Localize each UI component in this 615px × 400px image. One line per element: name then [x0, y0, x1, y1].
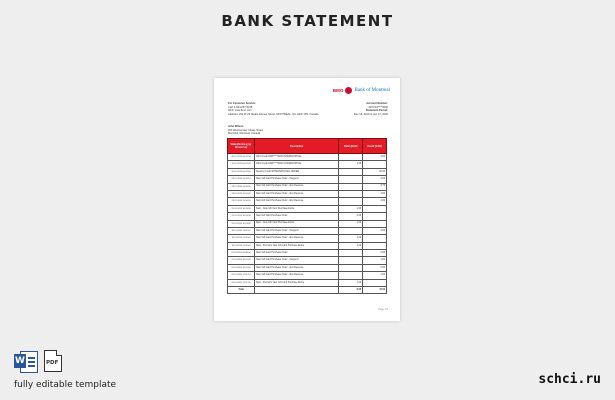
- table-row: [228, 176, 387, 183]
- holder-name: John Wilson: [228, 125, 244, 128]
- cell-credit: [363, 235, 387, 242]
- cell-credit: 1.00: [363, 257, 387, 264]
- cell-debit: [339, 176, 363, 183]
- table-row: [228, 242, 387, 249]
- cell-description: Nam Gift Card Purchase Order - Eco Revenue: [255, 183, 339, 190]
- cell-debit: [339, 227, 363, 234]
- statement-period-label: Statement Period:: [365, 109, 388, 113]
- transactions-table: [227, 138, 387, 294]
- pdf-icon: PDF: [44, 350, 62, 372]
- format-icons: [14, 350, 62, 372]
- cell-description: CRA Credit 4309*****0000 INTERNATIONAL: [255, 161, 339, 168]
- cell-date: 05.01.2020 12:11:00: [228, 272, 255, 279]
- total-credit: 47.00: [363, 287, 387, 294]
- cell-description: Nam Gift Card Purchase Order - Eco Revenue: [255, 198, 339, 205]
- cell-debit: [339, 250, 363, 257]
- total-label: Total: [228, 287, 255, 294]
- cell-description: Nam - Premium New Gift Card Purchase Entire: [255, 242, 339, 249]
- cell-debit: 1.00: [339, 220, 363, 227]
- cell-debit: [339, 198, 363, 205]
- bank-logo: [333, 87, 390, 94]
- template-caption: fully editable template: [14, 380, 117, 390]
- header-description: Description: [255, 139, 339, 154]
- cell-credit: [363, 220, 387, 227]
- cell-description: Nam Gift Card Purchase Order - Eco Revenue: [255, 190, 339, 197]
- cell-date: 29.12.2019 10:31:00: [228, 205, 255, 212]
- cell-description: Nam Gift Card Purchase Order - Eco Revenue: [255, 264, 339, 271]
- table-row: [228, 161, 387, 168]
- page-number: Page 1/1: [378, 308, 388, 311]
- cell-date: 30.12.2019 11:42:00: [228, 235, 255, 242]
- cell-debit: [339, 190, 363, 197]
- cell-date: 28.12.2019 11:54:00: [228, 176, 255, 183]
- table-row: [228, 264, 387, 271]
- cell-description: Nam Gift Card Purchase Order: [255, 213, 339, 220]
- account-info: [336, 102, 388, 116]
- cell-date: 03.01.2020 16:22:00: [228, 264, 255, 271]
- statement-document: [214, 78, 400, 321]
- cell-debit: 1.00: [339, 279, 363, 286]
- cell-credit: 4.00: [363, 198, 387, 205]
- account-number: 42XXXX****0000: [368, 105, 388, 109]
- cell-credit: 1.00: [363, 272, 387, 279]
- cell-description: CRA Credit 4309*****0000 INTERNATIONAL: [255, 154, 339, 161]
- cell-date: 30.12.2019 11:42:00: [228, 227, 255, 234]
- cell-description: Nam - Premium New Gift Card Purchase Entire: [255, 279, 339, 286]
- cell-date: 28.12.2019 11:54:00: [228, 183, 255, 190]
- cell-credit: 4.00: [363, 154, 387, 161]
- cell-debit: [339, 272, 363, 279]
- cell-credit: 2.00: [363, 264, 387, 271]
- account-holder: [228, 125, 318, 136]
- holder-city: Montreal, Montreal, Canada: [228, 132, 261, 136]
- cell-date: 30.12.2019 11:42:00: [228, 242, 255, 249]
- cell-description: Nam - New Gift Card Purchase Entire: [255, 220, 339, 227]
- cell-description: Nam Gift Card Purchase Order - Eco Revenue: [255, 235, 339, 242]
- cell-date: 03.01.2020 16:22:00: [228, 257, 255, 264]
- table-row: [228, 205, 387, 212]
- cell-debit: [339, 154, 363, 161]
- holder-address: 200 Westminster Street, Road,: [228, 128, 264, 132]
- logo-bank-name: Bank of Montreal: [354, 88, 390, 93]
- info-line: Web: www.bmo.com: [228, 109, 252, 113]
- word-doc-icon: W: [14, 350, 36, 372]
- total-debit: 8.00: [339, 287, 363, 294]
- cell-credit: 2.00: [363, 250, 387, 257]
- table-row: [228, 250, 387, 257]
- cell-credit: [363, 213, 387, 220]
- cell-debit: [339, 264, 363, 271]
- total-spacer: [255, 287, 339, 294]
- table-row: [228, 235, 387, 242]
- cell-description: Nam Gift Card Purchase Order - Nexgenz: [255, 227, 339, 234]
- header-date: Date (dd.mm.yyyy hh:mm:ss): [228, 139, 255, 154]
- table-row: [228, 257, 387, 264]
- cell-credit: [363, 161, 387, 168]
- cell-date: 29.12.2019 10:31:00: [228, 220, 255, 227]
- table-row: [228, 168, 387, 175]
- logo-abbr: BMO: [332, 88, 344, 93]
- cell-credit: 20.00: [363, 168, 387, 175]
- cell-debit: 1.00: [339, 242, 363, 249]
- cell-date: 28.12.2019 11:54:00: [228, 198, 255, 205]
- cell-debit: [339, 168, 363, 175]
- cell-credit: [363, 242, 387, 249]
- table-row: [228, 198, 387, 205]
- cell-debit: 2.00: [339, 213, 363, 220]
- cell-debit: 1.00: [339, 235, 363, 242]
- cell-credit: [363, 279, 387, 286]
- table-row: [228, 220, 387, 227]
- cell-description: Nam - New Gift Card Purchase Entire: [255, 205, 339, 212]
- cell-date: 26.12.2019 00:47:00: [228, 161, 255, 168]
- page-title: BANK STATEMENT: [221, 12, 394, 30]
- info-line: Call: 1-844-837-5478: [228, 105, 253, 109]
- customer-service-info: [228, 102, 338, 116]
- statement-period: Dec 18, 2019 to Jan 17, 2020: [353, 112, 388, 116]
- table-row: [228, 227, 387, 234]
- table-row: [228, 154, 387, 161]
- table-row: [228, 213, 387, 220]
- cell-credit: 4.00: [363, 176, 387, 183]
- cell-debit: [339, 183, 363, 190]
- cell-credit: 3.75: [363, 183, 387, 190]
- cell-credit: [363, 205, 387, 212]
- table-row: [228, 190, 387, 197]
- header-credit: Credit (CAD): [363, 139, 387, 154]
- cell-description: Nam Gift Card Purchase Order - Nexgenz: [255, 257, 339, 264]
- cell-description: Clearing Credit INTERNATIONAL ORDER: [255, 168, 339, 175]
- cell-date: 26.12.2019 00:47:00: [228, 168, 255, 175]
- cell-date: 29.12.2019 10:31:00: [228, 213, 255, 220]
- cell-credit: 4.00: [363, 227, 387, 234]
- table-row: [228, 183, 387, 190]
- cell-date: 01.01.2020 09:08:00: [228, 250, 255, 257]
- cell-debit: 1.00: [339, 161, 363, 168]
- info-line: Address: 231 W 29 Nealis Avenue Street, MONTREAL, QC H2W 1P3, Canada: [228, 112, 319, 116]
- account-number-label: Account Number:: [366, 102, 388, 105]
- table-header-row: [228, 139, 387, 154]
- site-watermark: schci.ru: [538, 372, 601, 387]
- info-line: For Customer Service:: [228, 102, 256, 105]
- cell-date: 05.01.2020 12:11:00: [228, 279, 255, 286]
- cell-debit: [339, 257, 363, 264]
- header-debit: Debit (CAD): [339, 139, 363, 154]
- bmo-roundel-icon: [345, 87, 352, 94]
- cell-description: Nam Gift Card Purchase Order - Nexgenz: [255, 176, 339, 183]
- cell-date: 28.12.2019 11:54:00: [228, 190, 255, 197]
- cell-date: 26.12.2019 00:47:00: [228, 154, 255, 161]
- table-row: [228, 272, 387, 279]
- cell-description: Nam Gift Card Purchase Order - Eco Revenue: [255, 272, 339, 279]
- cell-description: Nam Gift Card Purchase Order: [255, 250, 339, 257]
- table-row: [228, 279, 387, 286]
- cell-credit: 1.00: [363, 190, 387, 197]
- table-total-row: [228, 287, 387, 294]
- cell-debit: 1.00: [339, 205, 363, 212]
